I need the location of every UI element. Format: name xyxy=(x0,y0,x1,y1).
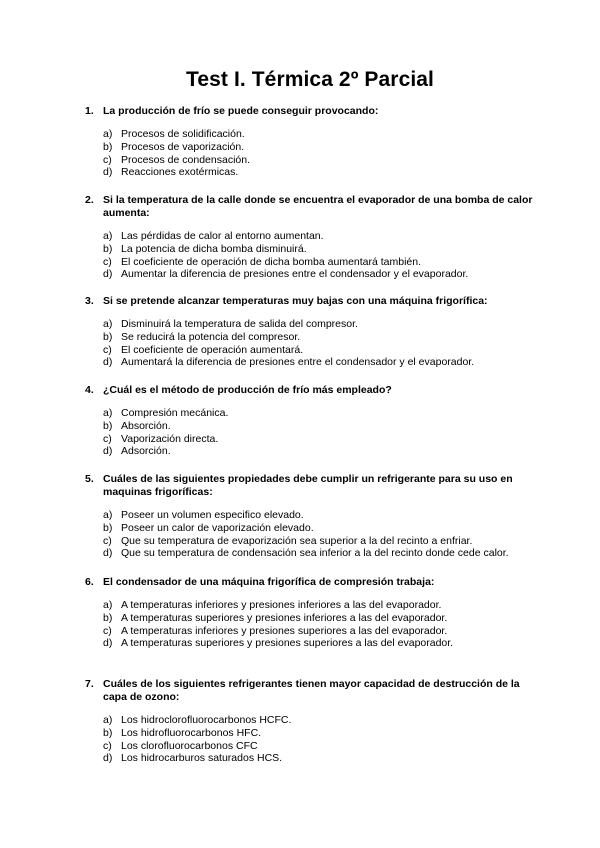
option-item xyxy=(103,547,540,560)
page-title: Test I. Térmica 2º Parcial xyxy=(185,68,434,91)
question xyxy=(85,384,540,458)
option-text: Reacciones exotérmicas. xyxy=(121,166,239,179)
option-text: Los hidroclorofluorocarbonos HCFC. xyxy=(121,714,292,726)
question-heading xyxy=(85,678,540,704)
question xyxy=(85,194,540,281)
option-text: Vaporización directa. xyxy=(121,432,219,445)
option-text: Que su temperatura de evaporización sea superior a la del recinto a enfriar. xyxy=(121,534,473,547)
option-letter: a) xyxy=(103,230,113,242)
option-item xyxy=(103,243,540,256)
option-text: Que su temperatura de condensación sea inferior a la del recinto donde cede calor. xyxy=(121,547,509,560)
question-text: Cuáles de los siguientes refrigerantes tienen mayor capacidad de destrucción de la capa de ozono: xyxy=(103,678,520,703)
option-item xyxy=(103,331,540,344)
options-list xyxy=(85,599,540,650)
option-text: El coeficiente de operación de dicha bomba aumentará también. xyxy=(121,255,422,268)
question-heading xyxy=(85,384,540,397)
option-letter: c) xyxy=(103,534,112,547)
question-text: Si se pretende alcanzar temperaturas muy bajas con una máquina frigorífica: xyxy=(103,295,488,307)
options-list xyxy=(85,407,540,458)
options-list xyxy=(85,230,540,281)
option-text: Disminuirá la temperatura de salida del compresor. xyxy=(121,318,358,330)
question-number: 6. xyxy=(85,576,94,588)
option-letter: a) xyxy=(103,318,113,330)
options-list xyxy=(85,509,540,560)
option-text: A temperaturas superiores y presiones superiores a las del evaporador. xyxy=(121,637,454,650)
option-item xyxy=(103,535,540,548)
question-heading xyxy=(85,105,540,118)
question-number: 7. xyxy=(85,678,94,690)
option-text: Compresión mecánica. xyxy=(121,407,229,419)
question-heading xyxy=(85,295,540,308)
option-item xyxy=(103,509,540,522)
options-list xyxy=(85,714,540,765)
option-text: Aumentará la diferencia de presiones entre el condensador y el evaporador. xyxy=(121,356,475,369)
option-letter: c) xyxy=(103,739,112,752)
option-letter: b) xyxy=(103,419,113,432)
question-text: Cuáles de las siguientes propiedades debe cumplir un refrigerante para su uso en maquinas frigoríficas: xyxy=(103,473,513,498)
question-heading xyxy=(85,576,540,589)
option-item xyxy=(103,433,540,446)
option-item xyxy=(103,128,540,141)
option-letter: d) xyxy=(103,268,113,281)
option-item xyxy=(103,407,540,420)
option-item xyxy=(103,625,540,638)
option-item xyxy=(103,141,540,154)
option-item xyxy=(103,154,540,167)
option-letter: d) xyxy=(103,356,113,369)
question-number: 2. xyxy=(85,194,94,206)
option-letter: a) xyxy=(103,509,113,521)
option-text: A temperaturas inferiores y presiones superiores a las del evaporador. xyxy=(121,624,448,637)
option-letter: b) xyxy=(103,242,113,255)
options-list xyxy=(85,128,540,179)
option-text: Absorción. xyxy=(121,419,171,432)
option-letter: c) xyxy=(103,153,112,166)
option-letter: c) xyxy=(103,624,112,637)
option-item xyxy=(103,522,540,535)
question-heading xyxy=(85,473,540,499)
option-letter: b) xyxy=(103,140,113,153)
question-text: El condensador de una máquina frigorífica de compresión trabaja: xyxy=(103,576,435,588)
option-text: Los hidrocarburos saturados HCS. xyxy=(121,752,283,765)
option-item xyxy=(103,445,540,458)
option-text: Adsorción. xyxy=(121,445,171,458)
option-text: Procesos de solidificación. xyxy=(121,128,245,140)
question xyxy=(85,105,540,179)
option-text: Procesos de vaporización. xyxy=(121,140,245,153)
option-letter: d) xyxy=(103,547,113,560)
option-letter: b) xyxy=(103,330,113,343)
question-number: 5. xyxy=(85,473,94,485)
option-item xyxy=(103,344,540,357)
option-letter: a) xyxy=(103,714,113,726)
option-item xyxy=(103,714,540,727)
option-letter: a) xyxy=(103,407,113,419)
question-text: Si la temperatura de la calle donde se encuentra el evaporador de una bomba de calor aumenta: xyxy=(103,194,533,219)
question xyxy=(85,576,540,650)
question-number: 4. xyxy=(85,384,94,396)
option-letter: a) xyxy=(103,128,113,140)
question xyxy=(85,678,540,765)
question-heading xyxy=(85,194,540,220)
option-letter: a) xyxy=(103,599,113,611)
question-number: 1. xyxy=(85,105,94,117)
option-letter: d) xyxy=(103,445,113,458)
option-text: Los hidrofluorocarbonos HFC. xyxy=(121,726,262,739)
option-letter: c) xyxy=(103,432,112,445)
option-text: Procesos de condensación. xyxy=(121,153,250,166)
option-letter: d) xyxy=(103,166,113,179)
option-item xyxy=(103,637,540,650)
option-text: Las pérdidas de calor al entorno aumentan. xyxy=(121,230,324,242)
option-text: Poseer un calor de vaporización elevado. xyxy=(121,521,314,534)
option-text: La potencia de dicha bomba disminuirá. xyxy=(121,242,307,255)
question xyxy=(85,295,540,369)
option-item xyxy=(103,752,540,765)
option-text: Poseer un volumen especifico elevado. xyxy=(121,509,304,521)
option-item xyxy=(103,356,540,369)
question-text: ¿Cuál es el método de producción de frío más empleado? xyxy=(103,384,392,396)
option-letter: d) xyxy=(103,637,113,650)
option-letter: b) xyxy=(103,726,113,739)
options-list xyxy=(85,318,540,369)
option-item xyxy=(103,599,540,612)
option-text: Se reducirá la potencia del compresor. xyxy=(121,330,301,343)
option-letter: d) xyxy=(103,752,113,765)
option-text: Los clorofluorocarbonos CFC xyxy=(121,739,258,752)
option-item xyxy=(103,727,540,740)
option-item xyxy=(103,268,540,281)
option-item xyxy=(103,318,540,331)
option-text: A temperaturas inferiores y presiones inferiores a las del evaporador. xyxy=(121,599,442,611)
option-text: El coeficiente de operación aumentará. xyxy=(121,343,304,356)
option-item xyxy=(103,612,540,625)
option-text: A temperaturas superiores y presiones inferiores a las del evaporador. xyxy=(121,611,448,624)
option-item xyxy=(103,740,540,753)
option-letter: c) xyxy=(103,255,112,268)
option-item xyxy=(103,420,540,433)
question xyxy=(85,473,540,560)
option-item xyxy=(103,230,540,243)
option-letter: b) xyxy=(103,611,113,624)
option-letter: c) xyxy=(103,343,112,356)
option-letter: b) xyxy=(103,521,113,534)
option-item xyxy=(103,256,540,269)
option-item xyxy=(103,166,540,179)
option-text: Aumentar la diferencia de presiones entre el condensador y el evaporador. xyxy=(121,268,469,281)
question-number: 3. xyxy=(85,295,94,307)
question-text: La producción de frío se puede conseguir provocando: xyxy=(103,105,379,117)
